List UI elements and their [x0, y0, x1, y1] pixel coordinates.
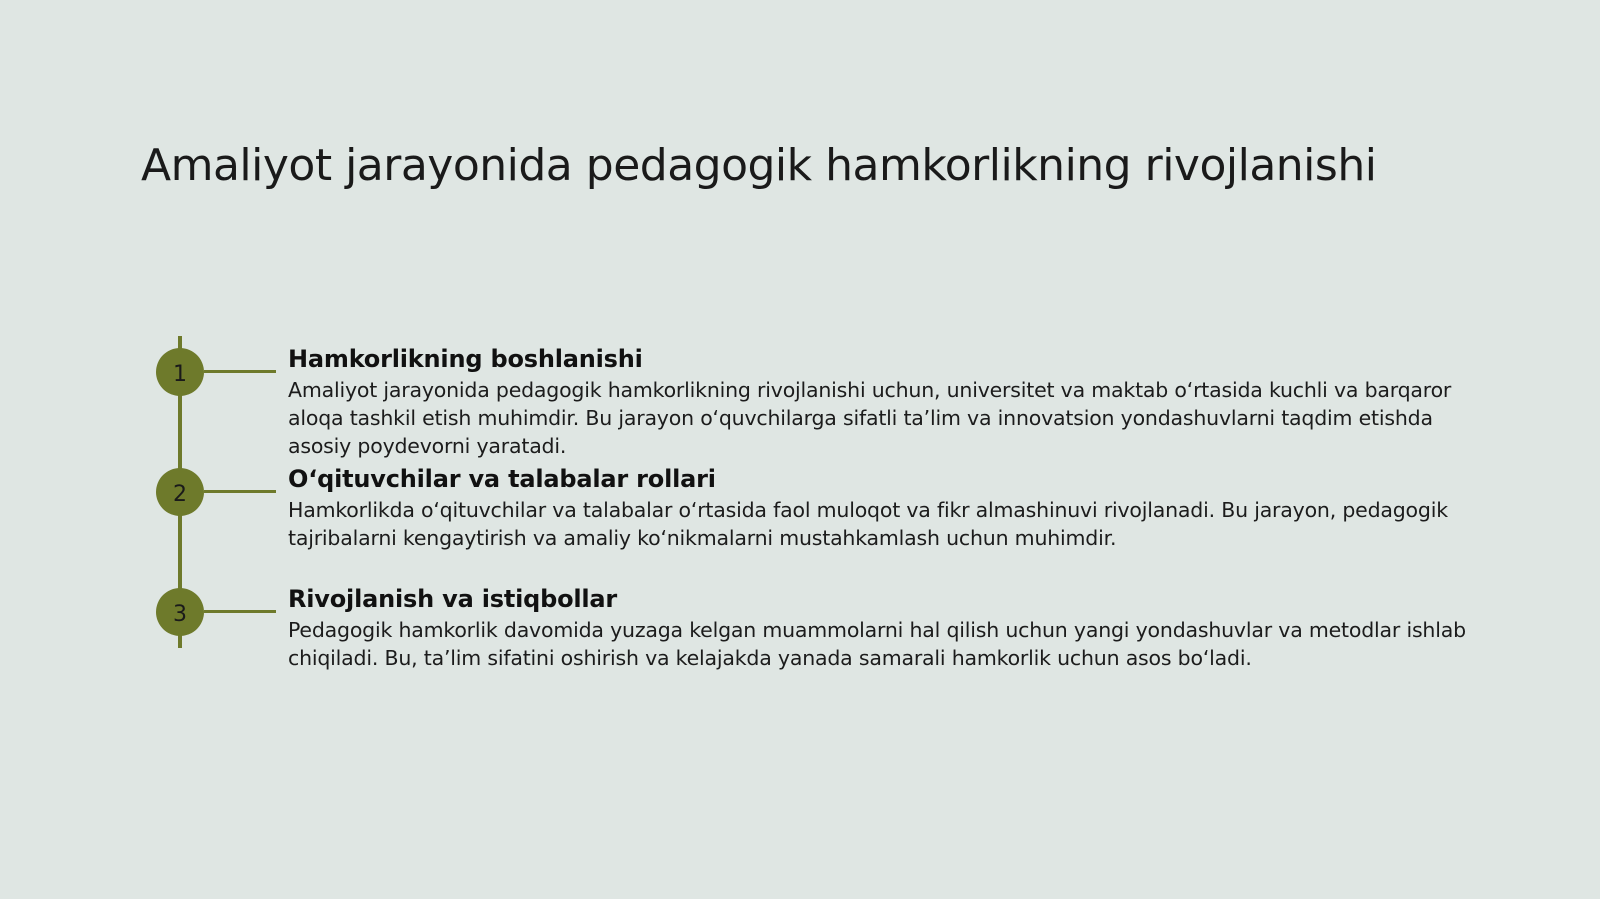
step-connector-3	[204, 610, 276, 613]
step-connector-1	[204, 370, 276, 373]
step-heading: Rivojlanish va istiqbollar	[288, 585, 618, 613]
step-description: Pedagogik hamkorlik davomida yuzaga kelgan muammolarni hal qilish uchun yangi yondashuvlar va metodlar ishlab chiqiladi. Bu, ta’lim sifatini oshirish va kelajakda yanada samarali hamkorlik uchun asos bo‘ladi.	[288, 618, 1466, 670]
step-description: Amaliyot jarayonida pedagogik hamkorlikning rivojlanishi uchun, universitet va maktab o‘rtasida kuchli va barqaror aloqa tashkil etish muhimdir. Bu jarayon o‘quvchilarga sifatli ta’lim va innovatsion yondashuvlarni taqdim etishda asosiy poydevorni yaratadi.	[288, 378, 1452, 458]
step-heading: Hamkorlikning boshlanishi	[288, 345, 643, 373]
step-description: Hamkorlikda o‘qituvchilar va talabalar o‘rtasida faol muloqot va fikr almashinuvi rivojlanadi. Bu jarayon, pedagogik tajribalarni kengaytirish va amaliy ko‘nikmalarni mustahkamlash uchun muhimdir.	[288, 498, 1448, 550]
timeline-step-2	[288, 462, 1468, 552]
step-heading: O‘qituvchilar va talabalar rollari	[288, 465, 716, 493]
timeline-step-1	[288, 342, 1468, 460]
step-number-badge-2: 2	[156, 468, 204, 516]
slide-title: Amaliyot jarayonida pedagogik hamkorlikning rivojlanishi	[141, 140, 1377, 191]
step-number-badge-1: 1	[156, 348, 204, 396]
step-connector-2	[204, 490, 276, 493]
step-number-badge-3: 3	[156, 588, 204, 636]
timeline-step-3	[288, 582, 1468, 672]
